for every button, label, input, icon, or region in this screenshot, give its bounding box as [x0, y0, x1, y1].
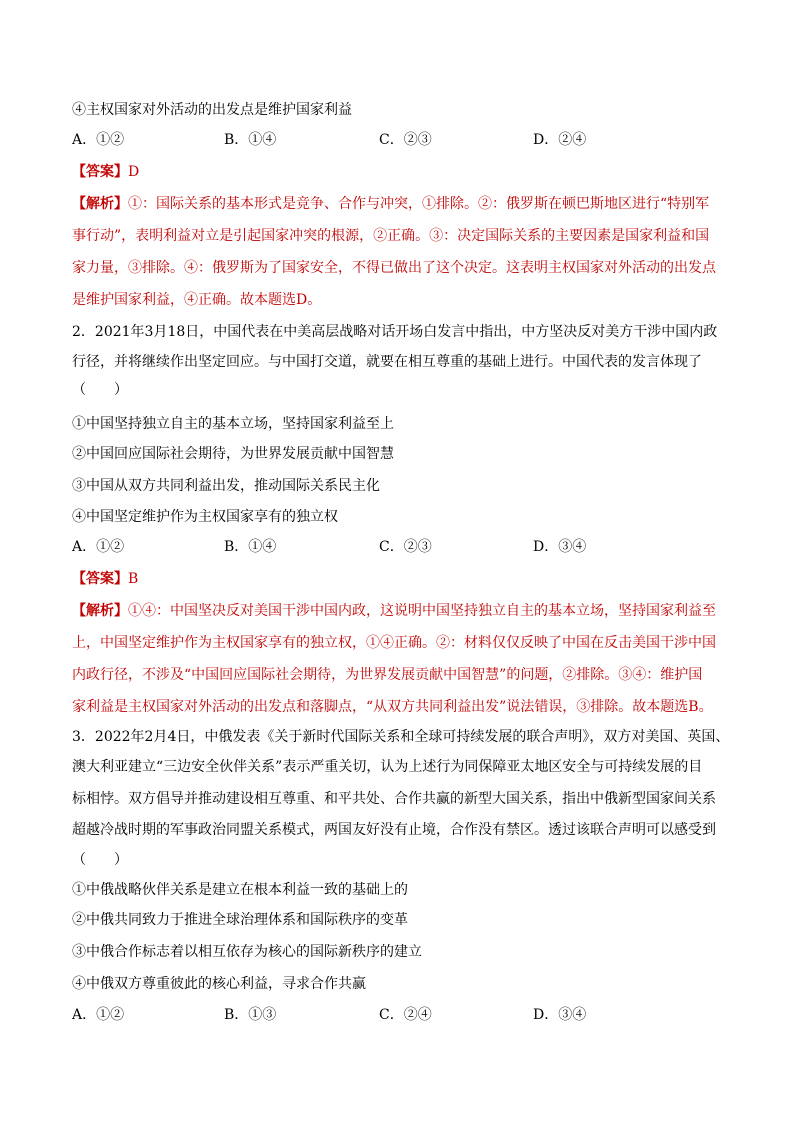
q3-option-a: A．①② — [72, 1007, 125, 1023]
q2-stem-line-1: 2．2021年3月18日，中国代表在中美高层战略对话开场白发言中指出，中方坚决反对美方干涉中国内政 — [72, 324, 718, 340]
q3-stem-line-2: 澳大利亚建立“三边安全伙伴关系”表示严重关切，认为上述行为同保障亚太地区安全与可持续发展的目 — [72, 759, 703, 775]
q2-statement-2: ②中国回应国际社会期待，为世界发展贡献中国智慧 — [72, 446, 394, 462]
q2-analysis-line-4: 家利益是主权国家对外活动的出发点和落脚点，“从双方共同利益出发”说法错误，③排除。故本题选B。 — [72, 699, 713, 715]
q3-stem-line-5: （ ） — [72, 852, 128, 868]
q1-statement-4: ④主权国家对外活动的出发点是维护国家利益 — [72, 102, 352, 118]
q2-answer — [72, 569, 138, 589]
q3-options — [72, 1005, 722, 1025]
q3-stem-line-4: 超越冷战时期的军事政治同盟关系模式，两国友好没有止境，合作没有禁区。透过该联合声明可以感受到 — [72, 822, 716, 838]
q2-options — [72, 537, 722, 557]
q1-analysis-line-4: 是维护国家利益，④正确。故本题选D。 — [72, 292, 322, 308]
analysis-text: ①④：中国坚决反对美国干涉中国内政，这说明中国坚持独立自主的基本立场，坚持国家利益至 — [128, 603, 716, 619]
q2-statement-1: ①中国坚持独立自主的基本立场，坚持国家利益至上 — [72, 416, 394, 432]
q1-analysis-line-1 — [72, 194, 709, 214]
q1-option-a: A．①② — [72, 132, 125, 148]
q2-analysis-line-2: 上，中国坚定维护作为主权国家享有的独立权，①④正确。②：材料仅仅反映了中国在反击美国干涉中国 — [72, 635, 716, 651]
q3-statement-4: ④中俄双方尊重彼此的核心利益，寻求合作共赢 — [72, 976, 366, 992]
analysis-text: ①：国际关系的基本形式是竞争、合作与冲突，①排除。②：俄罗斯在顿巴斯地区进行“特别军 — [128, 196, 710, 212]
analysis-tag: 【解析】 — [72, 603, 128, 619]
q2-option-c: C．②③ — [379, 539, 432, 555]
q1-options — [72, 130, 722, 150]
q3-statement-3: ③中俄合作标志着以相互依存为核心的国际新秩序的建立 — [72, 944, 422, 960]
q1-analysis-line-2: 事行动”，表明利益对立是引起国家冲突的根源，②正确。③：决定国际关系的主要因素是国家利益和国 — [72, 228, 710, 244]
analysis-tag: 【解析】 — [72, 196, 128, 212]
answer-tag: 【答案】 — [72, 571, 128, 587]
q1-option-d: D．②④ — [533, 132, 587, 148]
q2-statement-4: ④中国坚定维护作为主权国家享有的独立权 — [72, 509, 338, 525]
answer-tag: 【答案】 — [72, 164, 128, 180]
q1-analysis-line-3: 家力量，③排除。④：俄罗斯为了国家安全，不得已做出了这个决定。这表明主权国家对外活动的出发点 — [72, 260, 716, 276]
q2-option-b: B．①④ — [224, 539, 277, 555]
q1-option-c: C．②③ — [379, 132, 432, 148]
q2-option-a: A．①② — [72, 539, 125, 555]
q3-statement-2: ②中俄共同致力于推进全球治理体系和国际秩序的变革 — [72, 912, 408, 928]
q3-stem-line-1: 3．2022年2月4日，中俄发表《关于新时代国际关系和全球可持续发展的联合声明》，双方对美国、英国、 — [72, 729, 730, 745]
answer-value: B — [128, 571, 139, 587]
q2-stem-line-3: （ ） — [72, 382, 128, 398]
q3-statement-1: ①中俄战略伙伴关系是建立在根本利益一致的基础上的 — [72, 882, 408, 898]
q2-stem-line-2: 行径，并将继续作出坚定回应。与中国打交道，就要在相互尊重的基础上进行。中国代表的发言体现了 — [72, 354, 702, 370]
q1-answer — [72, 162, 139, 182]
q2-analysis-line-3: 内政行径，不涉及“中国回应国际社会期待，为世界发展贡献中国智慧”的问题，②排除。③④：维护国 — [72, 667, 703, 683]
q2-option-d: D．③④ — [533, 539, 587, 555]
q2-analysis-line-1 — [72, 601, 716, 621]
q3-stem-line-3: 标相悖。双方倡导并推动建设相互尊重、和平共处、合作共赢的新型大国关系，指出中俄新型国家间关系 — [72, 791, 716, 807]
q3-option-d: D．③④ — [533, 1007, 587, 1023]
q3-option-c: C．②④ — [379, 1007, 432, 1023]
answer-value: D — [128, 164, 140, 180]
q1-option-b: B．①④ — [224, 132, 277, 148]
q3-option-b: B．①③ — [224, 1007, 277, 1023]
q2-statement-3: ③中国从双方共同利益出发，推动国际关系民主化 — [72, 478, 380, 494]
